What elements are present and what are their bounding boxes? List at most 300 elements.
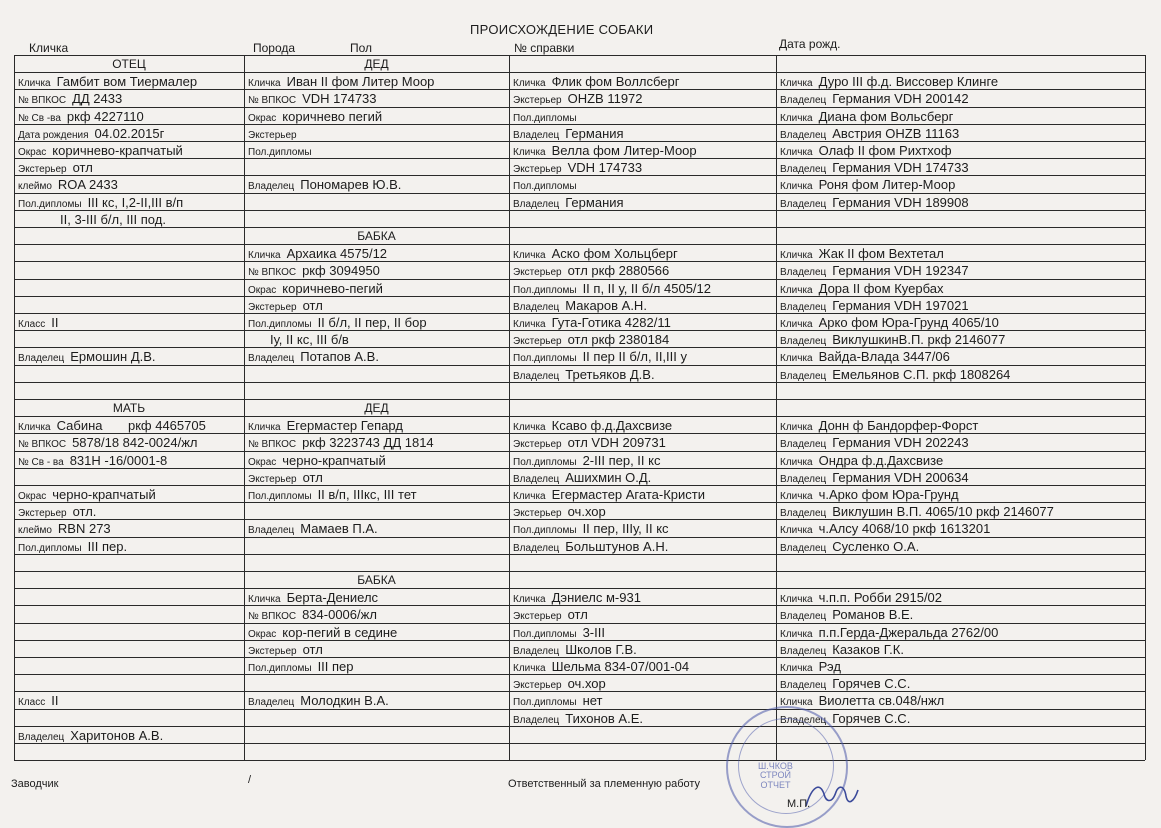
field-label: клеймо [18, 181, 52, 193]
col1-row-15 [18, 488, 156, 502]
field-value: Казаков Г.К. [832, 641, 904, 657]
field-value: Иван II фом Литер Моор [286, 74, 435, 90]
field-value: 3-III [582, 624, 605, 640]
row-rule-30 [14, 571, 1145, 572]
field-value: Германия VDH 202243 [832, 435, 969, 451]
field-value: Диана фом Вольсберг [818, 108, 954, 124]
col3-row-22 [513, 522, 669, 536]
section-sire: ОТЕЦ [112, 57, 146, 71]
col3-row-8 [513, 247, 678, 261]
row-rule-17 [14, 347, 1145, 348]
field-label: Кличка [780, 147, 813, 158]
row-rule-39 [14, 726, 1145, 727]
col4-row-14 [780, 350, 950, 364]
field-value: Германия [565, 125, 624, 141]
col3-row-5 [513, 161, 642, 175]
field-value: ркф 3094950 [302, 263, 380, 279]
header-birthdate-label: Дата рожд. [779, 37, 841, 51]
field-value: Германия VDH 200142 [832, 91, 969, 107]
field-value: Ондра ф.д.Дахсвизе [818, 452, 944, 468]
field-value: Горячев С.С. [832, 676, 911, 692]
col4-row-24 [780, 591, 942, 605]
row-rule-16 [14, 330, 1145, 331]
field-label: Кличка [780, 491, 813, 502]
field-value: Харитонов А.В. [70, 727, 164, 743]
field-label: Кличка [513, 422, 546, 434]
field-label: Кличка [780, 628, 813, 640]
field-value: ДД 2433 [72, 91, 123, 107]
col1-row-10 [18, 350, 156, 364]
field-value: II в/п, IIIкс, III тет [317, 487, 417, 502]
field-label: Экстерьер [248, 473, 297, 485]
section-granddam-1: БАБКА [357, 229, 396, 243]
field-value: Гамбит вом Тиермалер [56, 74, 198, 90]
field-label: Владелец [513, 370, 560, 382]
row-rule-35 [14, 657, 1145, 658]
field-value: ркф 4227110 [66, 108, 144, 124]
col3-row-6 [513, 178, 583, 192]
section-grandsire-2: ДЕД [364, 401, 389, 415]
col3-row-23 [513, 540, 668, 554]
col4-row-0 [780, 75, 998, 89]
col4-row-30 [780, 694, 944, 708]
field-label: Владелец [513, 301, 560, 313]
col4-row-19 [780, 471, 969, 485]
field-value: Емельянов С.П. ркф 1808264 [832, 366, 1011, 382]
field-label: Владелец [780, 680, 827, 692]
row-rule-37 [14, 691, 1145, 692]
field-value: Жак II фом Вехтетал [818, 246, 944, 262]
field-value: отл VDH 209731 [567, 435, 666, 451]
section-dam: МАТЬ [112, 401, 146, 415]
field-value: черно-крапчатый [282, 452, 386, 468]
field-label: Экстерьер [248, 645, 297, 657]
field-label: Кличка [780, 525, 813, 537]
col3-row-15 [513, 368, 655, 382]
field-label: Владелец [513, 473, 560, 485]
col1-row-13 [18, 436, 198, 450]
row-rule-1 [14, 72, 1145, 73]
header-certificate-label: № справки [514, 41, 575, 55]
field-value: Егермастер Гепард [286, 418, 403, 434]
col1-row-14 [18, 454, 167, 468]
col4-row-29 [780, 677, 910, 691]
field-label: Владелец [780, 198, 827, 210]
field-label: Пол.дипломы [513, 353, 577, 365]
col1-row-8 [54, 213, 166, 227]
field-value: Роня фом Литер-Моор [818, 177, 956, 193]
field-label: Владелец [513, 645, 560, 657]
col4-row-18 [780, 454, 943, 468]
field-label: Экстерьер [513, 336, 562, 348]
field-label: Кличка [513, 319, 546, 330]
signature-icon [802, 778, 862, 814]
col1-row-12 [122, 419, 206, 433]
field-label: Кличка [780, 78, 813, 90]
field-label: Дата рождения [18, 129, 89, 141]
field-label: Кличка [18, 78, 51, 90]
col3-row-31 [513, 712, 643, 726]
field-value: Молодкин В.А. [300, 693, 389, 709]
field-value: II [51, 315, 59, 330]
field-value: ВиклушкинВ.П. ркф 2146077 [832, 332, 1006, 348]
col2-row-18 [248, 522, 378, 536]
col3-row-13 [513, 333, 669, 347]
col2-row-19 [248, 591, 378, 605]
col4-row-16 [780, 419, 978, 433]
field-label: Владелец [780, 370, 827, 382]
field-value: Дэниелс м-931 [551, 590, 641, 606]
field-value: Больштунов А.Н. [565, 538, 669, 554]
col4-row-10 [780, 282, 943, 296]
col1-row-17 [18, 522, 111, 536]
field-value: п.п.Герда-Джеральда 2762/00 [818, 624, 999, 640]
row-rule-33 [14, 623, 1145, 624]
col3-row-14 [513, 350, 687, 364]
field-label: Пол.дипломы [18, 198, 82, 210]
field-label: Экстерьер [513, 611, 562, 623]
col1-row-18 [18, 540, 127, 554]
field-value: отл ркф 2380184 [567, 332, 670, 348]
field-value: оч.хор [567, 676, 606, 692]
field-value: Берта-Дениелс [286, 590, 379, 606]
field-label: Пол.дипломы [18, 542, 82, 554]
col4-row-27 [780, 643, 904, 657]
col2-row-14 [248, 436, 434, 450]
col4-row-20 [780, 488, 959, 502]
field-value: Германия VDH 200634 [832, 469, 969, 485]
field-value: отл [302, 641, 323, 657]
field-value: Пономарев Ю.В. [300, 177, 402, 193]
field-label: Экстерьер [18, 508, 67, 520]
field-label: Кличка [780, 284, 813, 296]
row-rule-36 [14, 674, 1145, 675]
col3-row-10 [513, 282, 711, 296]
col2-row-6 [248, 247, 387, 261]
col3-row-21 [513, 505, 606, 519]
row-rule-38 [14, 709, 1145, 710]
row-rule-29 [14, 554, 1145, 555]
field-value: Германия VDH 174733 [832, 160, 969, 176]
field-label: Пол.дипломы [248, 147, 312, 158]
field-value: Ермошин Д.В. [70, 349, 156, 365]
row-rule-5 [14, 141, 1145, 142]
col1-row-7 [18, 196, 183, 210]
field-label: Пол.дипломы [513, 456, 577, 468]
field-label: Экстерьер [513, 680, 562, 692]
field-label: Кличка [513, 250, 546, 262]
col4-row-3 [780, 127, 959, 141]
col3-row-1 [513, 92, 643, 106]
field-label: Владелец [780, 542, 827, 554]
row-rule-18 [14, 365, 1145, 366]
field-label: Владелец [780, 645, 827, 657]
col2-row-21 [248, 626, 397, 640]
field-value: ркф 4465705 [128, 418, 206, 434]
row-rule-22 [14, 433, 1145, 434]
col2-row-10 [248, 316, 427, 330]
col4-row-25 [780, 608, 913, 622]
field-label: Экстерьер [513, 164, 562, 176]
col3-row-7 [513, 196, 624, 210]
row-rule-24 [14, 468, 1145, 469]
row-rule-6 [14, 158, 1145, 159]
field-label: Экстерьер [248, 129, 297, 141]
column-divider-2 [509, 55, 510, 760]
row-rule-25 [14, 485, 1145, 486]
field-label: № ВПКОС [18, 439, 67, 451]
field-value: Школов Г.В. [565, 641, 637, 657]
field-value: 2-III пер, II кс [582, 452, 661, 468]
field-label: Владелец [780, 473, 827, 485]
col4-row-8 [780, 247, 944, 261]
row-rule-19 [14, 382, 1145, 383]
field-label: № ВПКОС [18, 95, 67, 107]
col3-row-19 [513, 471, 651, 485]
field-value: OHZB 11972 [567, 91, 643, 107]
col3-row-27 [513, 643, 637, 657]
field-value: Арко фом Юра-Грунд 4065/10 [818, 315, 999, 330]
col3-row-3 [513, 127, 624, 141]
field-label: Кличка [780, 456, 813, 468]
field-value: ч.Арко фом Юра-Грунд [818, 487, 959, 502]
field-label: Пол.дипломы [513, 112, 577, 124]
col3-row-0 [513, 75, 680, 89]
field-label: Владелец [780, 129, 827, 141]
field-value: отл. [72, 504, 97, 520]
col3-row-25 [513, 608, 588, 622]
col4-row-17 [780, 436, 969, 450]
field-label: клеймо [18, 525, 52, 537]
field-label: Владелец [18, 353, 65, 365]
field-label: Владелец [513, 129, 560, 141]
field-value: оч.хор [567, 504, 606, 520]
col2-row-3 [248, 127, 303, 141]
field-label: Кличка [248, 594, 281, 606]
col3-row-24 [513, 591, 641, 605]
field-value: RBN 273 [57, 521, 111, 537]
field-label: Кличка [513, 78, 546, 90]
col2-row-20 [248, 608, 377, 622]
field-label: Кличка [513, 491, 546, 502]
header-breed-label: Порода [253, 41, 296, 55]
row-rule-41 [14, 760, 1145, 761]
col4-row-15 [780, 368, 1010, 382]
field-value: 5878/18 842-0024/жл [72, 435, 198, 451]
row-rule-2 [14, 89, 1145, 90]
row-rule-23 [14, 451, 1145, 452]
col1-row-4 [18, 144, 183, 158]
col4-row-4 [780, 144, 952, 158]
field-label: Кличка [513, 663, 546, 674]
field-label: Кличка [780, 181, 813, 193]
field-label: Пол.дипломы [513, 284, 577, 296]
field-label: Экстерьер [513, 439, 562, 451]
field-label: Экстерьер [513, 267, 562, 279]
field-label: Владелец [780, 301, 827, 313]
field-value: Австрия OHZB 11163 [832, 125, 960, 141]
col3-row-11 [513, 299, 647, 313]
col2-row-11 [264, 333, 349, 347]
col4-row-1 [780, 92, 969, 106]
field-label: Пол.дипломы [248, 663, 312, 674]
field-label: Владелец [780, 714, 827, 726]
field-value: Iу, II кс, III б/в [270, 332, 349, 348]
col1-row-2 [18, 110, 144, 124]
col4-row-22 [780, 522, 990, 536]
row-rule-10 [14, 227, 1145, 228]
col4-row-23 [780, 540, 919, 554]
field-label: Пол.дипломы [248, 491, 312, 502]
field-value: отл [302, 297, 323, 313]
field-label: Экстерьер [18, 164, 67, 176]
col3-row-17 [513, 436, 666, 450]
field-label: Владелец [780, 267, 827, 279]
row-rule-34 [14, 640, 1145, 641]
field-label: Владелец [780, 95, 827, 107]
field-label: Кличка [780, 353, 813, 365]
field-value: Гута-Готика 4282/11 [551, 315, 671, 330]
row-rule-3 [14, 107, 1145, 108]
field-label: Кличка [248, 250, 281, 262]
field-value: Велла фом Литер-Моор [551, 143, 697, 158]
stamp-place-label: М.П. [787, 798, 811, 810]
field-label: Владелец [248, 181, 295, 193]
field-value: Дуро III ф.д. Виссовер Клинге [818, 74, 999, 90]
field-value: Романов В.Е. [832, 607, 914, 623]
col4-row-7 [780, 196, 969, 210]
field-value: Ксаво ф.д.Дахсвизе [551, 418, 673, 434]
col2-row-16 [248, 471, 323, 485]
field-value: кор-пегий в седине [282, 624, 398, 640]
field-label: № ВПКОС [248, 439, 297, 451]
col4-row-28 [780, 660, 841, 674]
col1-row-20 [18, 729, 163, 743]
field-label: № Св -ва [18, 112, 61, 124]
field-value: Донн ф Бандорфер-Форст [818, 418, 979, 434]
field-value: VDH 174733 [567, 160, 643, 176]
row-rule-28 [14, 537, 1145, 538]
field-label: Окрас [248, 284, 277, 296]
field-value: коричнево-пегий [282, 280, 383, 296]
field-value: VDH 174733 [302, 91, 377, 107]
field-label: Кличка [513, 147, 546, 158]
field-label: Экстерьер [513, 508, 562, 520]
row-rule-26 [14, 502, 1145, 503]
col2-row-8 [248, 282, 383, 296]
col2-row-4 [248, 144, 318, 158]
field-label: Кличка [780, 594, 813, 606]
field-value: Германия VDH 197021 [832, 297, 969, 313]
field-label: Кличка [248, 422, 281, 434]
col3-row-12 [513, 316, 671, 330]
field-value: нет [582, 693, 603, 709]
col4-row-2 [780, 110, 953, 124]
row-rule-27 [14, 519, 1145, 520]
field-value: ROA 2433 [57, 177, 118, 193]
row-rule-11 [14, 244, 1145, 245]
field-value: отл ркф 2880566 [567, 263, 670, 279]
field-value: Флик фом Воллсберг [551, 74, 680, 90]
field-value: коричнево пегий [282, 108, 383, 124]
field-label: Пол.дипломы [513, 181, 577, 193]
col1-row-11 [18, 419, 103, 433]
col1-row-9 [18, 316, 58, 330]
column-divider-4 [1145, 55, 1146, 760]
col2-row-12 [248, 350, 379, 364]
col1-row-16 [18, 505, 96, 519]
field-value: II, 3-III б/л, III под. [60, 211, 166, 227]
field-label: Окрас [248, 112, 277, 124]
field-value: II [51, 693, 59, 709]
field-value: Вайда-Влада 3447/06 [818, 349, 950, 365]
field-value: Германия VDH 189908 [832, 194, 969, 210]
col2-row-7 [248, 264, 380, 278]
field-label: Экстерьер [513, 95, 562, 107]
col2-row-2 [248, 110, 382, 124]
col3-row-28 [513, 660, 689, 674]
field-label: Владелец [513, 198, 560, 210]
field-value: Рэд [818, 659, 841, 674]
field-value: Виолетта св.048/нжл [818, 693, 945, 709]
col4-row-12 [780, 316, 999, 330]
row-rule-4 [14, 124, 1145, 125]
field-value: II п, II у, II б/л 4505/12 [582, 280, 712, 296]
field-label: Кличка [780, 663, 813, 674]
section-granddam-2: БАБКА [357, 573, 396, 587]
col3-row-30 [513, 694, 603, 708]
header-sex-label: Пол [350, 41, 373, 55]
field-value: Ашихмин О.Д. [565, 469, 652, 485]
field-label: Кличка [248, 78, 281, 90]
col2-row-9 [248, 299, 323, 313]
field-value: 831Н -16/0001-8 [69, 452, 168, 468]
field-value: II пер II б/л, II,III у [582, 349, 687, 365]
field-value: ч.п.п. Робби 2915/02 [818, 590, 943, 606]
col2-row-17 [248, 488, 417, 502]
field-label: Экстерьер [248, 301, 297, 313]
field-label: Владелец [18, 731, 65, 743]
col3-row-16 [513, 419, 672, 433]
col4-row-21 [780, 505, 1054, 519]
field-value: отл [302, 469, 323, 485]
field-value: Дора II фом Куербах [818, 280, 944, 296]
field-value: 834-0006/жл [302, 607, 377, 623]
breeder-slash: / [248, 774, 252, 786]
col1-row-5 [18, 161, 93, 175]
section-grandsire-1: ДЕД [364, 57, 389, 71]
row-rule-15 [14, 313, 1145, 314]
field-value: Третьяков Д.В. [565, 366, 655, 382]
field-value: 04.02.2015г [94, 125, 165, 141]
col3-row-9 [513, 264, 669, 278]
field-value: III пер. [87, 538, 128, 554]
column-divider-3 [776, 55, 777, 760]
breeder-label: Заводчик [11, 778, 59, 790]
field-label: Кличка [513, 594, 546, 606]
field-value: коричнево-крапчатый [52, 143, 183, 158]
field-value: Горячев С.С. [832, 710, 911, 726]
field-label: Кличка [780, 250, 813, 262]
field-value: Германия [565, 194, 624, 210]
field-label: Окрас [18, 147, 47, 158]
field-label: Владелец [513, 714, 560, 726]
col3-row-18 [513, 454, 660, 468]
field-value: Олаф II фом Рихтхоф [818, 143, 952, 158]
row-rule-0 [14, 55, 1145, 56]
field-value: отл [567, 607, 588, 623]
pedigree-table [14, 55, 1145, 774]
